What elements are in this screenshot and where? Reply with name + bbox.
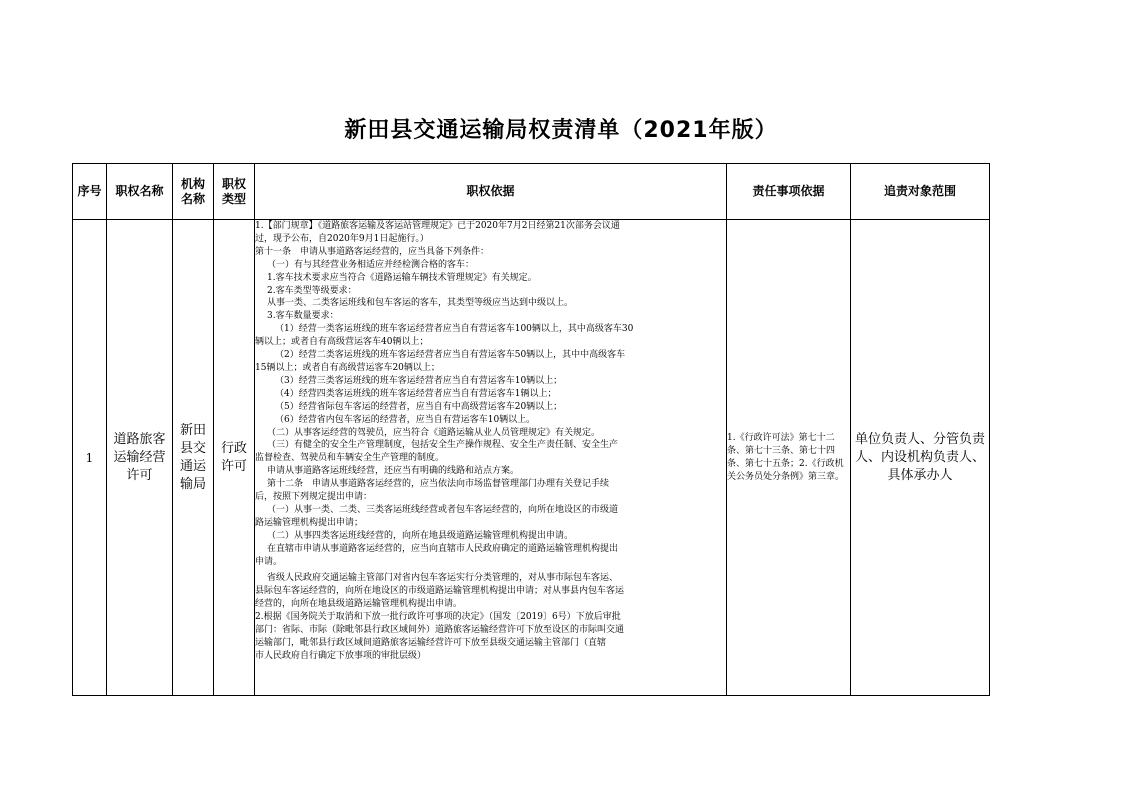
row-accountability-scope: 单位负责人、分管负责人、内设机构负责人、具体承办人 bbox=[851, 220, 990, 696]
basis-line: 辆以上；或者自有高级营运客车40辆以上； bbox=[255, 337, 429, 348]
basis-line: 运输部门，毗邻县行政区域间道路旅客运输经营许可下放至县级交通运输主管部门（直辖 bbox=[255, 638, 607, 648]
row-responsibility-basis: 1.《行政许可法》第七十二条、第七十三条、第七十四条、第七十五条；2.《行政机关公务员处分条例》第三章。 bbox=[727, 220, 851, 696]
basis-line: 路运输管理机构提出申请； bbox=[255, 517, 364, 528]
basis-line: （2）经营二类客运班线的班车客运经营者应当自有营运客车50辆以上，其中中高级客车 bbox=[275, 350, 626, 361]
basis-line: 第十二条 申请从事道路客运经营的，应当依法向市场监督管理部门办理有关登记手续 bbox=[267, 479, 610, 490]
basis-line: 市人民政府自行确定下放事项的审批层级） bbox=[255, 650, 427, 661]
basis-line: （二）从事客运经营的驾驶员，应当符合《道路运输从业人员管理规定》有关规定。 bbox=[267, 427, 601, 438]
basis-line: （1）经营一类客运班线的班车客运经营者应当自有营运客车100辆以上，其中高级客车30 bbox=[275, 324, 634, 335]
basis-line: （5）经营省际包车客运的经营者，应当自有中高级营运客车20辆以上； bbox=[275, 401, 563, 412]
basis-line: 申请从事道路客运班线经营，还应当有明确的线路和站点方案。 bbox=[267, 466, 520, 477]
basis-line: 监督检查、驾驶员和车辆安全生产管理的制度。 bbox=[255, 453, 445, 464]
basis-line: 过，现予公布，自2020年9月1日起施行。） bbox=[255, 233, 429, 244]
responsibility-table bbox=[72, 163, 990, 696]
row-power-name: 道路旅客运输经营许可 bbox=[107, 220, 173, 696]
basis-line: 省级人民政府交通运输主管部门对省内包车客运实行分类管理的，对从事市际包车客运、 bbox=[267, 573, 619, 584]
basis-line: 3.客车数量要求： bbox=[267, 311, 339, 322]
header-seq: 序号 bbox=[73, 164, 107, 220]
basis-line: （二）从事四类客运班线经营的，向所在地县级道路运输管理机构提出申请。 bbox=[267, 530, 574, 541]
basis-line: 县际包车客运经营的，向所在地设区的市级道路运输管理机构提出申请；对从事县内包车客运 bbox=[255, 586, 625, 597]
basis-line: 1.【部门规章】《道路旅客运输及客运站管理规定》已于2020年7月2日经第21次部务会议通 bbox=[255, 221, 620, 231]
basis-line: （三）有健全的安全生产管理制度，包括安全生产操作规程、安全生产责任制、安全生产 bbox=[267, 440, 619, 451]
basis-line: 申请。 bbox=[255, 556, 283, 567]
basis-line: 15辆以上；或者自有高级营运客车20辆以上； bbox=[255, 362, 440, 373]
page-title: 新田县交通运输局权责清单（2021年版） bbox=[344, 118, 778, 143]
basis-line: 后，按照下列规定提出申请： bbox=[255, 492, 373, 503]
basis-line: （一）从事一类、二类、三类客运班线经营或者包车客运经营的，向所在地设区的市级道 bbox=[267, 504, 619, 515]
basis-line: 1.客车技术要求应当符合《道路运输车辆技术管理规定》有关规定。 bbox=[267, 272, 537, 283]
basis-line: 从事一类、二类客运班线和包车客运的客车，其类型等级应当达到中级以上。 bbox=[267, 298, 574, 309]
basis-line: 2.根据《国务院关于取消和下放一批行政许可事项的决定》（国发〔2019〕6号）下放后审批 bbox=[255, 612, 621, 623]
header-power-name: 职权名称 bbox=[107, 164, 173, 220]
table-row bbox=[73, 220, 990, 696]
basis-line: 2.客车类型等级要求： bbox=[267, 285, 357, 296]
row-power-type: 行政许可 bbox=[214, 220, 255, 696]
header-responsibility-basis: 责任事项依据 bbox=[727, 164, 851, 220]
basis-line: 经营的，向所在地县级道路运输管理机构提出申请。 bbox=[255, 599, 463, 610]
header-basis: 职权依据 bbox=[255, 164, 727, 220]
basis-line: （4）经营四类客运班线的班车客运经营者应当自有营运客车1辆以上； bbox=[275, 388, 557, 399]
basis-line: （一）有与其经营业务相适应并经检测合格的客车： bbox=[267, 259, 475, 270]
row-seq: 1 bbox=[73, 220, 107, 696]
row-org-name: 新田县交通运输局 bbox=[173, 220, 214, 696]
basis-line: 部门：省际、市际（除毗邻县行政区域间外）道路旅客运输经营许可下放至设区的市际叫交通 bbox=[255, 625, 625, 636]
basis-line: （6）经营省内包车客运的经营者，应当自有营运客车10辆以上。 bbox=[275, 414, 536, 425]
header-power-type: 职权类型 bbox=[214, 164, 255, 220]
header-accountability-scope: 追责对象范围 bbox=[851, 164, 990, 220]
basis-line: 第十一条 申请从事道路客运经营的，应当具备下列条件： bbox=[255, 246, 490, 257]
header-row bbox=[73, 164, 990, 220]
row-basis bbox=[255, 220, 727, 696]
basis-line: （3）经营三类客运班线的班车客运经营者应当自有营运客车10辆以上； bbox=[275, 375, 563, 386]
basis-line: 在直辖市申请从事道路客运经营的，应当向直辖市人民政府确定的道路运输管理机构提出 bbox=[267, 543, 619, 554]
header-org-name: 机构名称 bbox=[173, 164, 214, 220]
